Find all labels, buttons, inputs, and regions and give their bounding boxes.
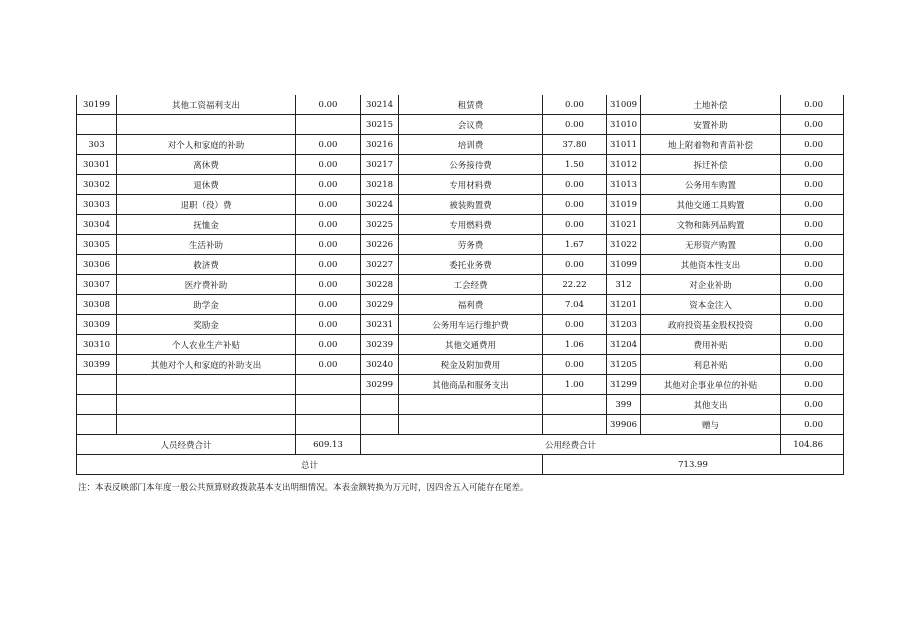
cell-name: 会议费 [399,115,543,135]
cell-code: 30228 [361,275,399,295]
cell-amount: 1.00 [543,375,607,395]
cell-amount: 0.00 [781,375,844,395]
cell-name: 无形资产购置 [641,235,781,255]
cell-name [117,375,296,395]
cell-amount [296,375,361,395]
cell-code: 30240 [361,355,399,375]
cell-amount: 0.00 [296,295,361,315]
cell-amount: 0.00 [781,335,844,355]
cell-amount: 0.00 [781,295,844,315]
cell-amount: 22.22 [543,275,607,295]
cell-amount: 0.00 [543,355,607,375]
cell-amount: 0.00 [781,95,844,115]
personnel-subtotal-label: 人员经费合计 [77,435,296,455]
table-row [77,395,844,415]
cell-amount: 0.00 [296,215,361,235]
cell-amount [296,115,361,135]
cell-name [399,395,543,415]
cell-code [361,415,399,435]
table-row [77,115,844,135]
cell-amount: 0.00 [296,335,361,355]
cell-name: 拆迁补偿 [641,155,781,175]
cell-amount: 0.00 [543,175,607,195]
cell-code: 31012 [607,155,641,175]
cell-code: 30299 [361,375,399,395]
cell-name: 其他工资福利支出 [117,95,296,115]
cell-code: 31022 [607,235,641,255]
cell-name: 专用材料费 [399,175,543,195]
cell-code: 30214 [361,95,399,115]
total-row [77,455,844,475]
cell-code: 30225 [361,215,399,235]
cell-name [117,115,296,135]
table-row [77,255,844,275]
cell-code: 31019 [607,195,641,215]
cell-name: 公务用车运行维护费 [399,315,543,335]
cell-name: 其他交通工具购置 [641,195,781,215]
cell-code: 30239 [361,335,399,355]
cell-code [77,395,117,415]
cell-name: 专用燃料费 [399,215,543,235]
cell-code [77,375,117,395]
cell-code: 30310 [77,335,117,355]
cell-amount: 0.00 [296,255,361,275]
public-subtotal-value: 104.86 [781,435,844,455]
cell-amount: 0.00 [543,215,607,235]
cell-code: 30304 [77,215,117,235]
cell-name: 退职（役）费 [117,195,296,215]
cell-code [77,115,117,135]
cell-name: 被装购置费 [399,195,543,215]
cell-name: 奖励金 [117,315,296,335]
cell-code: 30308 [77,295,117,315]
cell-code: 31009 [607,95,641,115]
cell-code: 30399 [77,355,117,375]
total-value: 713.99 [543,455,844,475]
cell-name [117,395,296,415]
cell-code: 31205 [607,355,641,375]
cell-name: 其他支出 [641,395,781,415]
cell-amount [543,415,607,435]
cell-name: 退休费 [117,175,296,195]
cell-name: 其他对企事业单位的补贴 [641,375,781,395]
cell-name: 公务接待费 [399,155,543,175]
cell-amount: 0.00 [543,115,607,135]
cell-amount: 0.00 [781,395,844,415]
cell-name: 公务用车购置 [641,175,781,195]
cell-name: 税金及附加费用 [399,355,543,375]
cell-amount: 1.06 [543,335,607,355]
cell-amount: 0.00 [296,155,361,175]
cell-amount: 0.00 [781,135,844,155]
table-row [77,355,844,375]
cell-name: 其他商品和服务支出 [399,375,543,395]
cell-amount: 0.00 [781,155,844,175]
total-label: 总计 [77,455,543,475]
cell-name: 抚恤金 [117,215,296,235]
cell-code: 30215 [361,115,399,135]
table-row [77,95,844,115]
cell-name: 其他对个人和家庭的补助支出 [117,355,296,375]
cell-code: 30229 [361,295,399,315]
cell-name: 土地补偿 [641,95,781,115]
table-footnote: 注：本表反映部门本年度一般公共预算财政拨款基本支出明细情况。本表金额转换为万元时，因四舍五入可能存在尾差。 [78,483,529,493]
table-row [77,275,844,295]
table-body [77,95,844,435]
table-row [77,295,844,315]
cell-code: 31203 [607,315,641,335]
cell-amount: 7.04 [543,295,607,315]
table-row [77,315,844,335]
cell-amount: 1.50 [543,155,607,175]
cell-amount: 0.00 [781,175,844,195]
cell-name: 个人农业生产补贴 [117,335,296,355]
cell-code: 30302 [77,175,117,195]
cell-amount: 0.00 [781,355,844,375]
cell-code: 30306 [77,255,117,275]
budget-detail-table [76,95,844,475]
public-subtotal-label: 公用经费合计 [361,435,781,455]
table-row [77,155,844,175]
cell-name: 地上附着物和青苗补偿 [641,135,781,155]
cell-code: 303 [77,135,117,155]
cell-code: 31013 [607,175,641,195]
cell-name: 培训费 [399,135,543,155]
cell-name: 助学金 [117,295,296,315]
cell-code: 30218 [361,175,399,195]
cell-name: 离休费 [117,155,296,175]
cell-code: 30226 [361,235,399,255]
cell-name: 其他资本性支出 [641,255,781,275]
cell-code: 30199 [77,95,117,115]
cell-code [77,415,117,435]
cell-amount: 0.00 [781,255,844,275]
table-row [77,175,844,195]
cell-name: 政府投资基金股权投资 [641,315,781,335]
cell-name: 赠与 [641,415,781,435]
cell-code: 30217 [361,155,399,175]
cell-code: 30301 [77,155,117,175]
cell-amount: 0.00 [543,315,607,335]
cell-code: 31021 [607,215,641,235]
cell-code: 30305 [77,235,117,255]
cell-amount [296,395,361,415]
cell-code: 30216 [361,135,399,155]
cell-amount [543,395,607,415]
cell-code: 39906 [607,415,641,435]
table-row [77,235,844,255]
cell-amount [296,415,361,435]
cell-name [399,415,543,435]
cell-code: 31201 [607,295,641,315]
cell-amount: 0.00 [296,315,361,335]
cell-amount: 0.00 [781,415,844,435]
subtotal-row [77,435,844,455]
table-row [77,135,844,155]
cell-name: 资本金注入 [641,295,781,315]
cell-amount: 0.00 [296,95,361,115]
cell-name: 工会经费 [399,275,543,295]
cell-code: 30307 [77,275,117,295]
cell-name: 劳务费 [399,235,543,255]
cell-code: 30309 [77,315,117,335]
table-row [77,195,844,215]
cell-name: 对企业补助 [641,275,781,295]
cell-name: 委托业务费 [399,255,543,275]
cell-amount: 0.00 [296,195,361,215]
table-row [77,375,844,395]
cell-amount: 0.00 [296,355,361,375]
cell-amount: 0.00 [296,275,361,295]
cell-name [117,415,296,435]
table-row [77,415,844,435]
cell-amount: 1.67 [543,235,607,255]
cell-name: 利息补贴 [641,355,781,375]
cell-code: 30231 [361,315,399,335]
cell-code: 31299 [607,375,641,395]
cell-name: 医疗费补助 [117,275,296,295]
cell-amount: 0.00 [781,215,844,235]
cell-amount: 37.80 [543,135,607,155]
cell-name: 租赁费 [399,95,543,115]
cell-amount: 0.00 [543,255,607,275]
cell-code: 31011 [607,135,641,155]
cell-name: 救济费 [117,255,296,275]
cell-code: 31204 [607,335,641,355]
cell-code [361,395,399,415]
cell-amount: 0.00 [296,175,361,195]
cell-amount: 0.00 [296,235,361,255]
cell-amount: 0.00 [781,235,844,255]
cell-amount: 0.00 [543,195,607,215]
cell-code: 30303 [77,195,117,215]
cell-name: 其他交通费用 [399,335,543,355]
cell-name: 对个人和家庭的补助 [117,135,296,155]
table-row [77,215,844,235]
cell-name: 费用补贴 [641,335,781,355]
cell-amount: 0.00 [296,135,361,155]
cell-amount: 0.00 [781,195,844,215]
cell-name: 文物和陈列品购置 [641,215,781,235]
cell-amount: 0.00 [781,275,844,295]
cell-amount: 0.00 [543,95,607,115]
cell-code: 30224 [361,195,399,215]
cell-code: 30227 [361,255,399,275]
cell-name: 安置补助 [641,115,781,135]
cell-code: 31010 [607,115,641,135]
cell-code: 31099 [607,255,641,275]
cell-amount: 0.00 [781,115,844,135]
personnel-subtotal-value: 609.13 [296,435,361,455]
cell-name: 福利费 [399,295,543,315]
cell-name: 生活补助 [117,235,296,255]
cell-code: 312 [607,275,641,295]
cell-code: 399 [607,395,641,415]
cell-amount: 0.00 [781,315,844,335]
table-row [77,335,844,355]
